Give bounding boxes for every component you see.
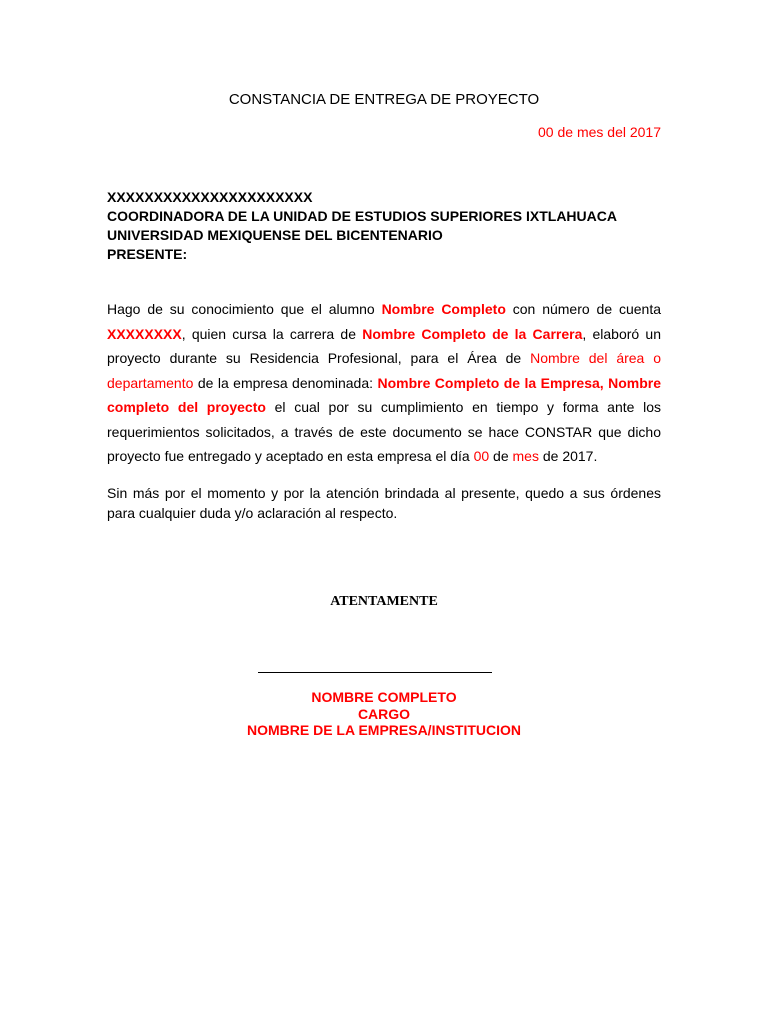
signature-block [0, 689, 768, 739]
signatory-organization: NOMBRE DE LA EMPRESA/INSTITUCION [246, 722, 522, 738]
signatory-name: NOMBRE COMPLETO [311, 689, 457, 705]
body-paragraph-1 [107, 297, 661, 469]
career-name-placeholder: Nombre Completo de la Carrera [362, 325, 583, 342]
area-name-placeholder: Nombre del área o departamento [107, 350, 661, 391]
addressee-greeting: PRESENTE: [107, 246, 188, 262]
signatory-position: CARGO [357, 705, 411, 722]
paragraph-text: de 2017. [538, 448, 598, 464]
paragraph-text: el cual por su cumplimiento en tiempo y forma ante los requerimientos solicitados, a través de este documento se hace CONSTAR que dicho proyecto fue entregado y aceptado en esta empresa el día [107, 399, 661, 464]
body-paragraph-2: Sin más por el momento y por la atención brindada al presente, quedo a sus órdenes para cualquier duda y/o aclaración al respecto. [107, 485, 661, 521]
paragraph-text: , elaboró un proyecto durante su Residencia Profesional, para el Área de [107, 325, 661, 366]
paragraph-text: con número de cuenta [505, 301, 662, 317]
document-date: 00 de mes del 2017 [538, 124, 661, 140]
paragraph-text: de [489, 448, 513, 464]
document-title: CONSTANCIA DE ENTREGA DE PROYECTO [228, 91, 540, 108]
addressee-name: XXXXXXXXXXXXXXXXXXXXXX [107, 189, 313, 205]
addressee-institution: UNIVERSIDAD MEXIQUENSE DEL BICENTENARIO [107, 227, 443, 243]
student-name-placeholder: Nombre Completo [381, 301, 506, 317]
paragraph-text: Hago de su conocimiento que el alumno [107, 301, 382, 317]
paragraph-text: de la empresa denominada: [193, 374, 378, 391]
account-number-placeholder: XXXXXXXX [107, 325, 182, 342]
addressee-block [107, 188, 617, 264]
month-placeholder: mes [512, 448, 539, 464]
day-placeholder: 00 [473, 448, 490, 464]
signature-line [258, 672, 492, 673]
project-name-placeholder: Nombre completo del proyecto [107, 374, 662, 415]
company-name-placeholder: Nombre Completo de la Empresa, [377, 374, 604, 391]
closing-salutation: ATENTAMENTE [330, 594, 438, 609]
paragraph-text: , quien cursa la carrera de [181, 325, 363, 342]
addressee-position: COORDINADORA DE LA UNIDAD DE ESTUDIOS SUPERIORES IXTLAHUACA [107, 208, 617, 224]
